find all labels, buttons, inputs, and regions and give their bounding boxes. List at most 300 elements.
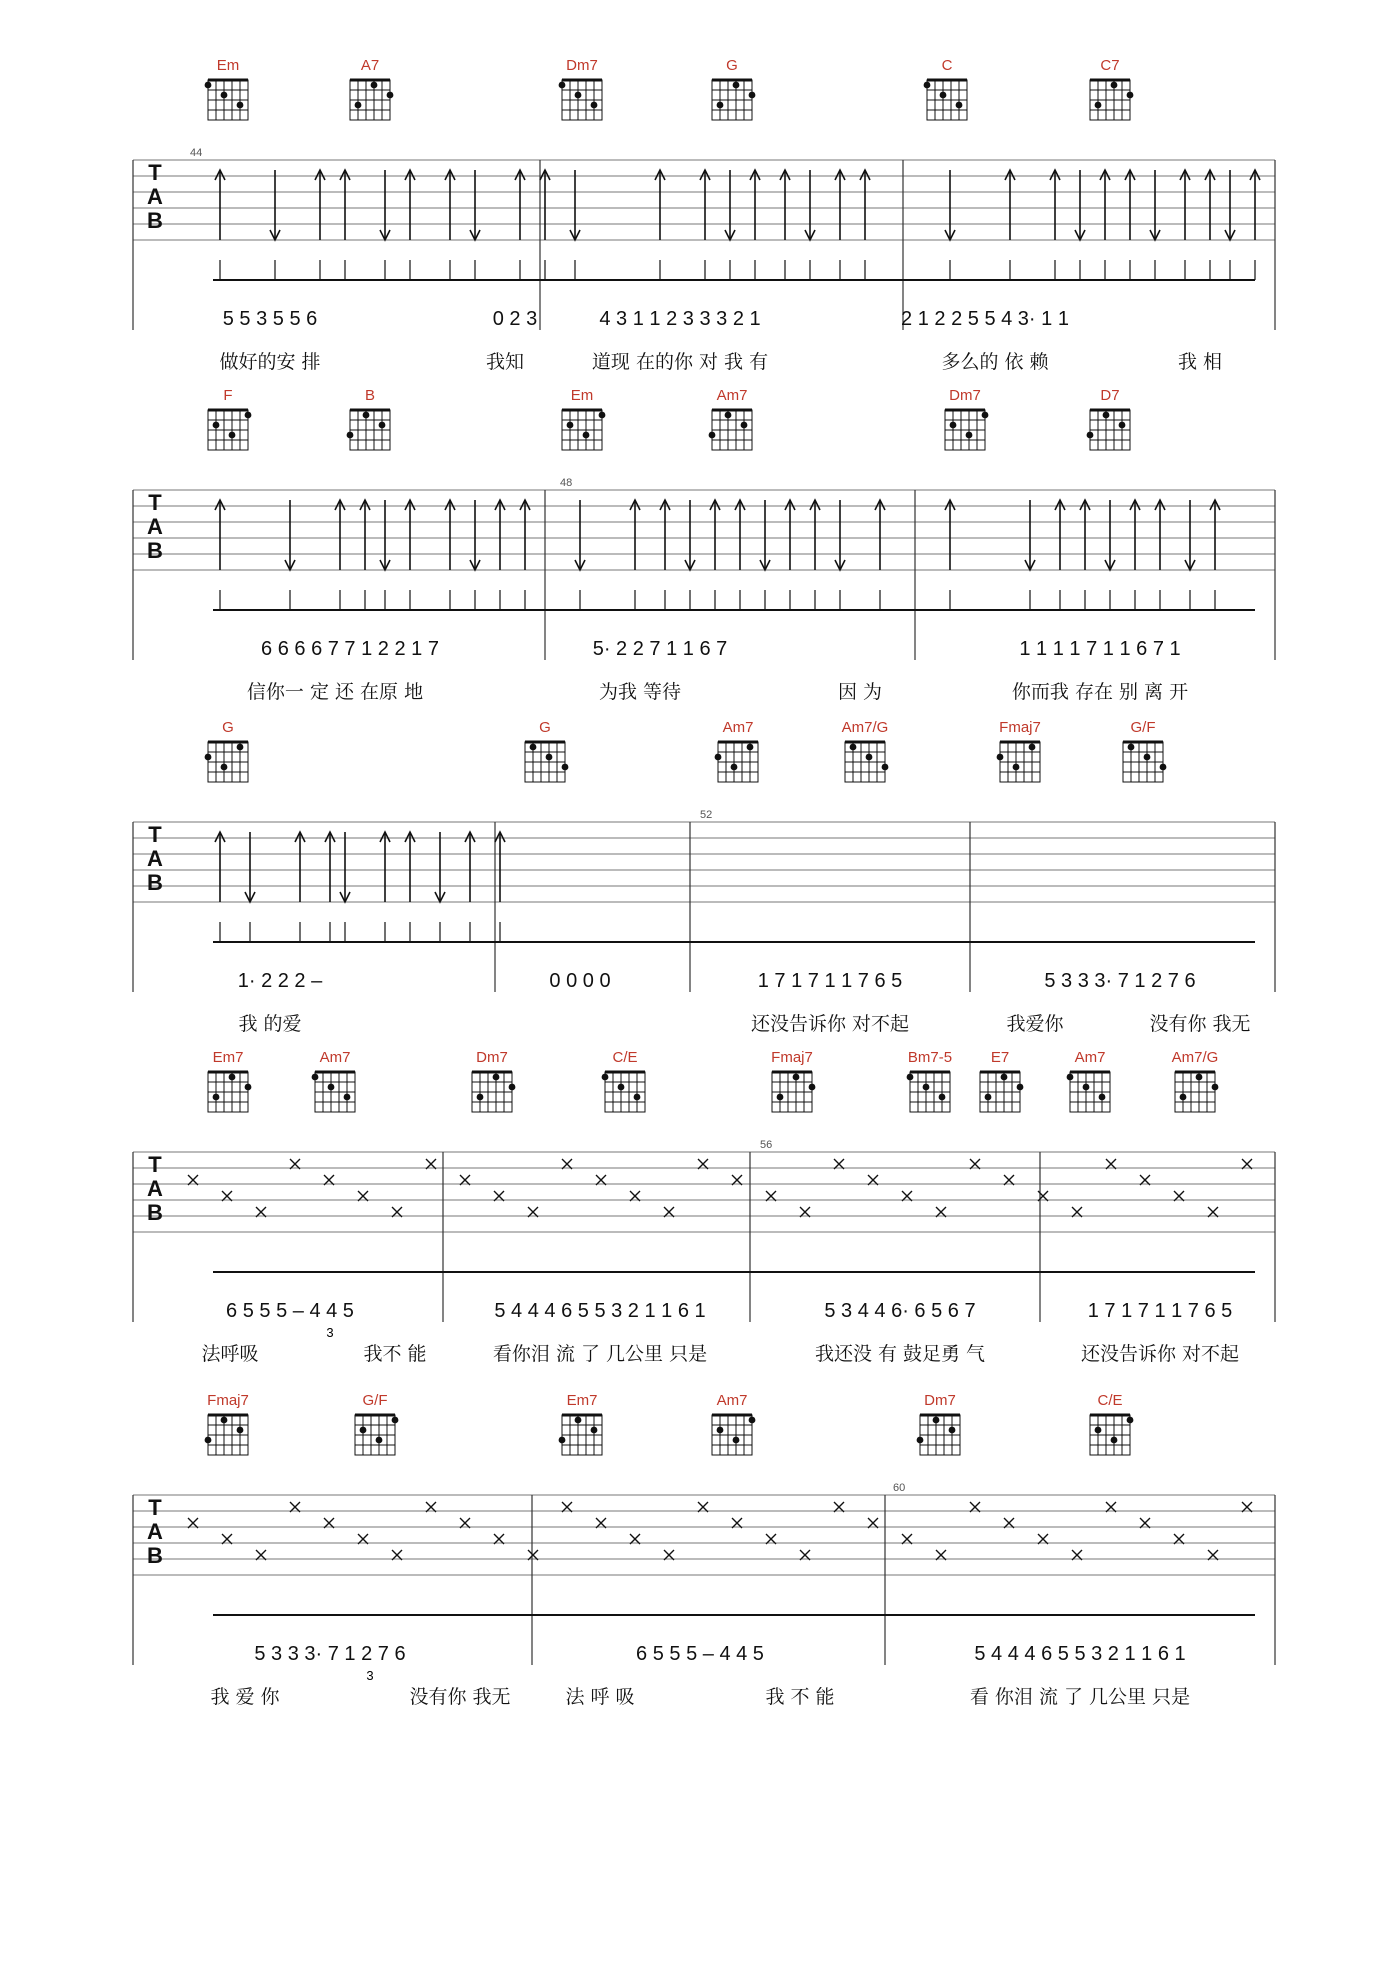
strum-up-arrow <box>1180 170 1190 280</box>
tab-clef-letter: A <box>147 1519 163 1544</box>
strum-down-arrow <box>435 832 445 942</box>
finger-dot <box>213 422 220 429</box>
lyric-line: 信你一 定 还 在原 地 <box>246 681 424 703</box>
strum-down-arrow <box>1225 170 1235 280</box>
finger-dot <box>950 422 957 429</box>
chord-diagram <box>472 1049 515 1112</box>
finger-dot <box>559 82 566 89</box>
chord-diagram <box>602 1049 645 1112</box>
finger-dot <box>328 1084 335 1091</box>
chord-diagram <box>712 1392 755 1455</box>
finger-dot <box>1001 1074 1008 1081</box>
finger-dot <box>213 1094 220 1101</box>
strum-down-arrow <box>725 170 735 280</box>
finger-dot <box>917 1437 924 1444</box>
strum-up-arrow <box>1250 170 1260 280</box>
system-1 <box>133 57 1275 373</box>
finger-dot <box>591 102 598 109</box>
finger-dot <box>618 1084 625 1091</box>
finger-dot <box>1095 102 1102 109</box>
finger-dot <box>997 754 1004 761</box>
finger-dot <box>850 744 857 751</box>
strum-up-arrow <box>780 170 790 280</box>
strum-up-arrow <box>340 170 350 280</box>
strum-up-arrow <box>655 170 665 280</box>
chord-diagram <box>559 57 602 120</box>
finger-dot <box>949 1427 956 1434</box>
lyric-line: 道现 在的你 对 我 有 <box>591 351 769 373</box>
finger-dot <box>237 744 244 751</box>
finger-dot <box>376 1437 383 1444</box>
finger-dot <box>749 92 756 99</box>
strum-down-arrow <box>1075 170 1085 280</box>
finger-dot <box>567 422 574 429</box>
chord-name: Am7 <box>722 719 754 736</box>
lyric-line: 我 爱 你 <box>210 1686 280 1708</box>
finger-dot <box>229 1074 236 1081</box>
chord-diagram <box>715 719 758 782</box>
strum-up-arrow <box>1125 170 1135 280</box>
tab-clef-letter: A <box>147 1176 163 1201</box>
finger-dot <box>546 754 553 761</box>
strum-up-arrow <box>445 170 455 280</box>
tab-clef-letter: A <box>147 184 163 209</box>
chord-diagram <box>312 1049 355 1112</box>
tab-clef-letter: T <box>148 822 162 847</box>
chord-diagram <box>1067 1049 1110 1112</box>
lyric-line: 多么的 依 赖 <box>941 351 1049 373</box>
jianpu-notes: 6 5 5 5 – 4 4 5 <box>636 1643 764 1665</box>
chord-diagram <box>525 719 568 782</box>
chord-name: Dm7 <box>924 1392 956 1409</box>
strum-up-arrow <box>750 170 760 280</box>
finger-dot <box>1111 82 1118 89</box>
tab-clef-letter: B <box>147 208 163 233</box>
jianpu-notes: 1 7 1 7 1 1 7 6 5 <box>757 970 903 992</box>
finger-dot <box>1017 1084 1024 1091</box>
finger-dot <box>1144 754 1151 761</box>
tab-clef-letter: A <box>147 846 163 871</box>
lyric-line: 我不 能 <box>363 1343 427 1365</box>
finger-dot <box>371 82 378 89</box>
strum-down-arrow <box>945 170 955 280</box>
finger-dot <box>747 744 754 751</box>
lyric-line: 没有你 我无 <box>1149 1013 1251 1035</box>
lyric-line: 我 相 <box>1177 351 1223 373</box>
finger-dot <box>966 432 973 439</box>
strum-up-arrow <box>405 500 415 610</box>
chord-name: Dm7 <box>476 1049 508 1066</box>
strum-down-arrow <box>1185 500 1195 610</box>
finger-dot <box>956 102 963 109</box>
strum-down-arrow <box>270 170 280 280</box>
finger-dot <box>312 1074 319 1081</box>
chord-name: Em7 <box>212 1049 244 1066</box>
chord-name: G/F <box>1130 719 1156 736</box>
strum-up-arrow <box>495 832 505 942</box>
tab-clef-letter: A <box>147 514 163 539</box>
strum-down-arrow <box>470 500 480 610</box>
strum-up-arrow <box>1005 170 1015 280</box>
strum-up-arrow <box>945 500 955 610</box>
strum-up-arrow <box>215 170 225 280</box>
finger-dot <box>733 1437 740 1444</box>
finger-dot <box>493 1074 500 1081</box>
finger-dot <box>387 92 394 99</box>
chord-diagram <box>205 57 248 120</box>
chord-name: Am7 <box>1074 1049 1106 1066</box>
strum-up-arrow <box>1155 500 1165 610</box>
strum-up-arrow <box>540 170 550 280</box>
finger-dot <box>1160 764 1167 771</box>
measure-number: 56 <box>760 1139 773 1151</box>
finger-dot <box>221 764 228 771</box>
measure-number: 52 <box>700 809 713 821</box>
chord-diagram <box>945 387 988 450</box>
finger-dot <box>777 1094 784 1101</box>
lyric-line: 法呼吸 <box>201 1343 259 1365</box>
finger-dot <box>379 422 386 429</box>
chord-name: G/F <box>362 1392 388 1409</box>
lyric-line: 没有你 我无 <box>409 1686 511 1708</box>
finger-dot <box>1029 744 1036 751</box>
lyric-line: 我 不 能 <box>765 1686 835 1708</box>
tab-clef-letter: B <box>147 1543 163 1568</box>
system-2 <box>133 387 1275 703</box>
tuplet-mark: 3 <box>366 1668 374 1683</box>
chord-diagram <box>205 1392 249 1455</box>
measure-number: 48 <box>560 477 573 489</box>
strum-down-arrow <box>245 832 255 942</box>
jianpu-notes: 1· 2 2 2 – <box>237 970 323 992</box>
chord-name: C/E <box>612 1049 638 1066</box>
finger-dot <box>985 1094 992 1101</box>
chord-diagram <box>1087 387 1130 450</box>
chord-diagram <box>771 1049 815 1112</box>
chord-name: A7 <box>360 57 380 74</box>
chord-name: C7 <box>1100 57 1120 74</box>
finger-dot <box>583 432 590 439</box>
strum-up-arrow <box>1130 500 1140 610</box>
chord-name: G <box>539 719 551 736</box>
chord-name: B <box>364 387 376 404</box>
chord-name: Am7 <box>319 1049 351 1066</box>
finger-dot <box>1067 1074 1074 1081</box>
chord-name: Am7 <box>716 387 748 404</box>
system-5 <box>133 1392 1275 1708</box>
lyric-line: 为我 等待 <box>598 681 682 703</box>
finger-dot <box>923 1084 930 1091</box>
measure-number: 44 <box>190 147 203 159</box>
strum-up-arrow <box>1080 500 1090 610</box>
tab-clef-letter: T <box>148 1152 162 1177</box>
chord-diagram <box>562 387 605 450</box>
strum-up-arrow <box>465 832 475 942</box>
strum-down-arrow <box>380 170 390 280</box>
strum-up-arrow <box>1205 170 1215 280</box>
jianpu-notes: 4 3 1 1 2 3 3 3 2 1 <box>599 308 761 330</box>
finger-dot <box>347 432 354 439</box>
strum-up-arrow <box>295 832 305 942</box>
finger-dot <box>245 412 252 419</box>
jianpu-notes: 1 1 1 1 7 1 1 6 7 1 <box>1019 638 1181 660</box>
tab-clef-letter: B <box>147 1200 163 1225</box>
lyric-line: 因 为 <box>837 681 883 703</box>
chord-diagram <box>709 387 752 450</box>
strum-down-arrow <box>575 500 585 610</box>
chord-name: F <box>223 387 233 404</box>
system-4 <box>133 1049 1275 1365</box>
strum-up-arrow <box>710 500 720 610</box>
finger-dot <box>717 102 724 109</box>
finger-dot <box>575 1417 582 1424</box>
chord-diagram <box>559 1392 602 1455</box>
chord-diagram <box>208 387 251 450</box>
finger-dot <box>591 1427 598 1434</box>
strum-up-arrow <box>1055 500 1065 610</box>
finger-dot <box>530 744 537 751</box>
finger-dot <box>477 1094 484 1101</box>
strum-down-arrow <box>760 500 770 610</box>
finger-dot <box>1196 1074 1203 1081</box>
finger-dot <box>1212 1084 1219 1091</box>
chord-diagram <box>842 719 889 782</box>
finger-dot <box>363 412 370 419</box>
strum-down-arrow <box>1025 500 1035 610</box>
finger-dot <box>809 1084 816 1091</box>
finger-dot <box>1013 764 1020 771</box>
strum-up-arrow <box>215 832 225 942</box>
chord-name: Am7/G <box>841 719 889 736</box>
chord-diagram <box>924 57 967 120</box>
strum-up-arrow <box>405 170 415 280</box>
finger-dot <box>221 92 228 99</box>
lyric-line: 还没告诉你 对不起 <box>750 1013 910 1035</box>
chord-name: Am7/G <box>1171 1049 1219 1066</box>
jianpu-notes: 0 0 0 0 <box>549 970 611 992</box>
finger-dot <box>229 432 236 439</box>
chord-name: Dm7 <box>566 57 598 74</box>
tab-clef-letter: T <box>148 160 162 185</box>
jianpu-notes: 0 2 3 <box>492 308 538 330</box>
strum-up-arrow <box>875 500 885 610</box>
jianpu-notes: 6 5 5 5 – 4 4 5 <box>226 1300 354 1322</box>
lyric-line: 做好的安 排 <box>219 351 321 373</box>
finger-dot <box>1127 1417 1134 1424</box>
jianpu-notes: 5 3 3 3· 7 1 2 7 6 <box>1044 970 1196 992</box>
strum-up-arrow <box>520 500 530 610</box>
strum-up-arrow <box>785 500 795 610</box>
strum-up-arrow <box>835 170 845 280</box>
finger-dot <box>355 102 362 109</box>
chord-diagram <box>1172 1049 1219 1112</box>
strum-down-arrow <box>340 832 350 942</box>
finger-dot <box>924 82 931 89</box>
finger-dot <box>907 1074 914 1081</box>
jianpu-notes: 5 5 3 5 5 6 <box>222 308 318 330</box>
finger-dot <box>237 1427 244 1434</box>
finger-dot <box>575 92 582 99</box>
lyric-line: 法 呼 吸 <box>565 1686 635 1708</box>
finger-dot <box>205 82 212 89</box>
strum-down-arrow <box>835 500 845 610</box>
finger-dot <box>939 1094 946 1101</box>
chord-name: Em <box>570 387 594 404</box>
finger-dot <box>1180 1094 1187 1101</box>
chord-name: G <box>222 719 234 736</box>
finger-dot <box>509 1084 516 1091</box>
finger-dot <box>715 754 722 761</box>
lyric-line: 还没告诉你 对不起 <box>1080 1343 1240 1365</box>
strum-up-arrow <box>700 170 710 280</box>
chord-diagram <box>205 719 248 782</box>
chord-name: D7 <box>1100 387 1120 404</box>
strum-down-arrow <box>1150 170 1160 280</box>
strum-up-arrow <box>660 500 670 610</box>
strum-up-arrow <box>335 500 345 610</box>
strum-up-arrow <box>215 500 225 610</box>
finger-dot <box>602 1074 609 1081</box>
strum-down-arrow <box>685 500 695 610</box>
finger-dot <box>709 432 716 439</box>
chord-diagram <box>1090 57 1133 120</box>
finger-dot <box>205 754 212 761</box>
strum-up-arrow <box>810 500 820 610</box>
finger-dot <box>866 754 873 761</box>
finger-dot <box>793 1074 800 1081</box>
jianpu-notes: 1 7 1 7 1 1 7 6 5 <box>1087 1300 1233 1322</box>
finger-dot <box>1128 744 1135 751</box>
strum-up-arrow <box>630 500 640 610</box>
chord-name: C/E <box>1097 1392 1123 1409</box>
chord-diagram <box>712 57 755 120</box>
jianpu-notes: 5 3 4 4 6· 6 5 6 7 <box>824 1300 976 1322</box>
strum-down-arrow <box>285 500 295 610</box>
finger-dot <box>392 1417 399 1424</box>
strum-up-arrow <box>315 170 325 280</box>
strum-up-arrow <box>325 832 335 942</box>
chord-diagram <box>208 1049 251 1112</box>
chord-diagram <box>980 1049 1023 1112</box>
finger-dot <box>1119 422 1126 429</box>
jianpu-notes: 2 1 2 2 5 5 4 3· 1 1 <box>901 308 1069 330</box>
chord-name: Fmaj7 <box>771 1049 813 1066</box>
finger-dot <box>1111 1437 1118 1444</box>
finger-dot <box>1099 1094 1106 1101</box>
chord-diagram <box>907 1049 952 1112</box>
lyric-line: 我知 <box>485 351 525 373</box>
chord-name: Bm7-5 <box>907 1049 953 1066</box>
strum-up-arrow <box>495 500 505 610</box>
finger-dot <box>733 82 740 89</box>
chord-diagram <box>350 57 393 120</box>
strum-up-arrow <box>860 170 870 280</box>
lyric-line: 你而我 存在 别 离 开 <box>1011 681 1189 703</box>
finger-dot <box>205 1437 212 1444</box>
finger-dot <box>1095 1427 1102 1434</box>
finger-dot <box>237 102 244 109</box>
finger-dot <box>559 1437 566 1444</box>
chord-diagram <box>997 719 1041 782</box>
finger-dot <box>344 1094 351 1101</box>
finger-dot <box>562 764 569 771</box>
jianpu-notes: 5· 2 2 7 1 1 6 7 <box>592 638 728 660</box>
chord-name: C <box>941 57 953 74</box>
chord-name: Dm7 <box>949 387 981 404</box>
jianpu-notes: 5 3 3 3· 7 1 2 7 6 <box>254 1643 406 1665</box>
tab-clef-letter: T <box>148 1495 162 1520</box>
jianpu-notes: 5 4 4 4 6 5 5 3 2 1 1 6 1 <box>974 1643 1186 1665</box>
jianpu-notes: 5 4 4 4 6 5 5 3 2 1 1 6 1 <box>494 1300 706 1322</box>
lyric-line: 看 你泪 流 了 几公里 只是 <box>969 1686 1191 1708</box>
chord-name: Fmaj7 <box>207 1392 249 1409</box>
finger-dot <box>725 412 732 419</box>
jianpu-notes: 6 6 6 6 7 7 1 2 2 1 7 <box>261 638 439 660</box>
strum-down-arrow <box>805 170 815 280</box>
finger-dot <box>982 412 989 419</box>
tab-clef-letter: B <box>147 538 163 563</box>
finger-dot <box>599 412 606 419</box>
finger-dot <box>731 764 738 771</box>
chord-diagram <box>1090 1392 1133 1455</box>
chord-diagram <box>355 1392 398 1455</box>
lyric-line: 我 的爱 <box>238 1013 302 1035</box>
finger-dot <box>360 1427 367 1434</box>
finger-dot <box>1127 92 1134 99</box>
finger-dot <box>882 764 889 771</box>
measure-number: 60 <box>893 1482 906 1494</box>
chord-name: Am7 <box>716 1392 748 1409</box>
chord-name: Em <box>216 57 240 74</box>
finger-dot <box>245 1084 252 1091</box>
system-3 <box>133 719 1275 1035</box>
strum-down-arrow <box>380 500 390 610</box>
chord-name: G <box>726 57 738 74</box>
strum-up-arrow <box>405 832 415 942</box>
strum-down-arrow <box>1105 500 1115 610</box>
lyric-line: 看你泪 流 了 几公里 只是 <box>492 1343 708 1365</box>
finger-dot <box>1103 412 1110 419</box>
chord-diagram <box>347 387 390 450</box>
chord-diagram <box>1123 719 1166 782</box>
strum-up-arrow <box>1210 500 1220 610</box>
finger-dot <box>634 1094 641 1101</box>
finger-dot <box>940 92 947 99</box>
finger-dot <box>1087 432 1094 439</box>
finger-dot <box>1083 1084 1090 1091</box>
chord-name: E7 <box>990 1049 1010 1066</box>
strum-up-arrow <box>515 170 525 280</box>
strum-up-arrow <box>445 500 455 610</box>
strum-up-arrow <box>1100 170 1110 280</box>
tuplet-mark: 3 <box>326 1325 334 1340</box>
strum-down-arrow <box>570 170 580 280</box>
lyric-line: 我爱你 <box>1006 1013 1064 1035</box>
chord-diagram <box>917 1392 960 1455</box>
strum-up-arrow <box>380 832 390 942</box>
strum-up-arrow <box>735 500 745 610</box>
chord-name: Em7 <box>566 1392 598 1409</box>
finger-dot <box>741 422 748 429</box>
strum-up-arrow <box>1050 170 1060 280</box>
chord-name: Fmaj7 <box>999 719 1041 736</box>
strum-up-arrow <box>360 500 370 610</box>
finger-dot <box>749 1417 756 1424</box>
finger-dot <box>933 1417 940 1424</box>
strum-down-arrow <box>470 170 480 280</box>
tab-clef-letter: T <box>148 490 162 515</box>
tab-clef-letter: B <box>147 870 163 895</box>
